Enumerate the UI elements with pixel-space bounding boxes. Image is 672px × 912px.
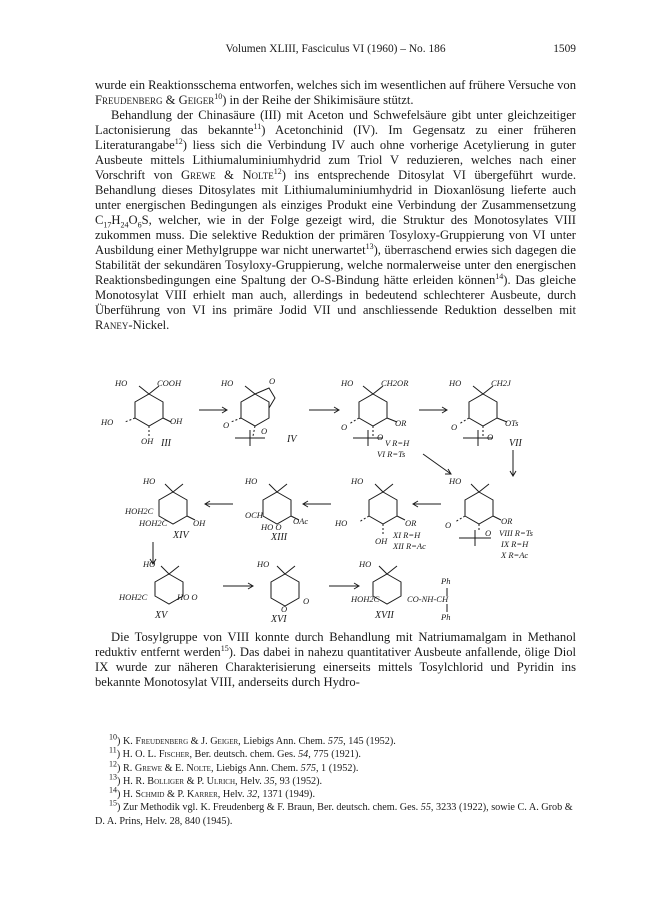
svg-text:OH: OH bbox=[375, 536, 388, 546]
label-XVII: XVII bbox=[375, 610, 394, 621]
svg-text:HO: HO bbox=[221, 378, 234, 388]
svg-text:OH: OH bbox=[141, 436, 154, 446]
svg-text:HO: HO bbox=[143, 559, 156, 569]
svg-text:Ph: Ph bbox=[441, 576, 451, 586]
svg-text:HO: HO bbox=[143, 476, 156, 486]
footnote-13: $^{13}$) H. R. Bolliger & P. Ulrich, Helv. 35, 93 (1952). bbox=[109, 772, 323, 787]
svg-text:OH: OH bbox=[193, 518, 206, 528]
svg-text:HO: HO bbox=[115, 378, 128, 388]
svg-text:HO: HO bbox=[257, 559, 270, 569]
svg-text:O: O bbox=[451, 422, 458, 432]
svg-text:OCH: OCH bbox=[245, 510, 263, 520]
label-XI: XI R=H bbox=[393, 530, 421, 540]
svg-text:O: O bbox=[261, 426, 268, 436]
svg-text:HOH2C: HOH2C bbox=[351, 594, 380, 604]
compound-XI-XII bbox=[334, 476, 426, 551]
svg-text:CH2J: CH2J bbox=[491, 378, 511, 388]
label-XVI: XVI bbox=[271, 614, 287, 622]
svg-text:HO: HO bbox=[101, 417, 114, 427]
label-XIV: XIV bbox=[173, 530, 189, 541]
label-III: III bbox=[161, 438, 171, 449]
svg-text:COOH: COOH bbox=[157, 378, 182, 388]
svg-text:OTs: OTs bbox=[505, 418, 519, 428]
label-X: X R=Ac bbox=[501, 550, 529, 560]
footnote-12: $^{12}$) R. Grewe & E. Nolte, Liebigs Ann. Chem. 575, 1 (1952). bbox=[109, 759, 359, 774]
svg-text:O: O bbox=[341, 422, 348, 432]
compound-XVI bbox=[256, 559, 309, 622]
svg-text:HO: HO bbox=[449, 378, 462, 388]
svg-text:HO: HO bbox=[245, 476, 258, 486]
label-VII: VII bbox=[509, 438, 522, 449]
svg-text:O: O bbox=[223, 420, 230, 430]
svg-text:O: O bbox=[303, 596, 310, 606]
label-IV: IV bbox=[287, 434, 297, 445]
label-V: V R=H bbox=[385, 438, 410, 448]
svg-text:Ph: Ph bbox=[441, 612, 451, 622]
svg-text:O: O bbox=[377, 432, 384, 442]
compound-XIII bbox=[244, 476, 308, 543]
svg-text:CH2OR: CH2OR bbox=[381, 378, 409, 388]
svg-text:OAc: OAc bbox=[293, 516, 309, 526]
svg-text:O: O bbox=[445, 520, 452, 530]
svg-text:HO: HO bbox=[341, 378, 354, 388]
footnote-15: $^{15}$) Zur Methodik vgl. K. Freudenberg & F. Braun, Ber. deutsch. chem. Ges. 55, 3233 (1922), sowie C. A. Grob & D. A. Prins, Helv. 28, 840 (1945). bbox=[95, 799, 573, 827]
svg-text:HO: HO bbox=[449, 476, 462, 486]
compound-V-VI bbox=[340, 378, 410, 459]
footnote-11: $^{11}$) H. O. L. Fischer, Ber. deutsch. chem. Ges. 54, 775 (1921). bbox=[109, 745, 361, 761]
page-number: 1509 bbox=[553, 43, 576, 55]
svg-text:OR: OR bbox=[395, 418, 407, 428]
svg-text:HOH2C: HOH2C bbox=[119, 592, 148, 602]
svg-text:O: O bbox=[487, 432, 494, 442]
svg-text:O: O bbox=[269, 376, 276, 386]
svg-text:OH: OH bbox=[170, 416, 183, 426]
footnote-10: $^{10}$) K. Freudenberg & J. Geiger, Liebigs Ann. Chem. 575, 145 (1952). bbox=[109, 732, 396, 747]
paragraph-2: Behandlung der Chinasäure (III) mit Aceton und Schwefelsäure gibt unter gleichzeitiger Lactonisierung das bekannte$^{11}$) Acetonchinid (IV). Im Gegensatz zu einer früheren Literaturangabe$^{12}$) liess sich die Verbindung IV auch ohne vorherige Acetylierung in guter Ausbeute mittels Lithiumaluminiumhydrid zum Triol V reduzieren, welches nach einer Vorschrift von Grewe & Nolte$^{12}$) ins entsprechende Ditosylat VI übergeführt wurde. Behandlung dieses Ditosylates mit Lithiumaluminiumhydrid in Dioxanlösung lieferte auch unter energischen Bedingungen als einziges Produkt eine Verbindung der Zusammensetzung $C_{17}H_{24}O_6S$, welcher, wie in der Folge gezeigt wird, die Struktur des Monotosylates VIII zukommen muss. Die selektive Reduktion der primären Tosyloxy-Gruppierung von VI unter Ausbildung einer Methylgruppe war nicht unerwartet$^{13}$), überraschend erwies sich dagegen die Stabilität der sekundären Tosyloxy-Gruppierung, welche normalerweise unter den energischen Reaktionsbedingungen eine Spaltung der O-S-Bindung hätte erleiden können$^{14}$). Das gleiche Monotosylat VIII erhielt man auch, allerdings in bedeutend schlechterer Ausbeute, durch Überführung von VI ins primäre Jodid VII und anschliessende Reduktion desselben mit Raney-Nickel. bbox=[95, 108, 577, 332]
label-XII: XII R=Ac bbox=[393, 541, 426, 551]
svg-text:HO: HO bbox=[351, 476, 364, 486]
page-header bbox=[95, 43, 576, 59]
footnote-14: $^{14}$) H. Schmid & P. Karrer, Helv. 32, 1371 (1949). bbox=[109, 785, 315, 801]
compound-III bbox=[100, 378, 183, 449]
running-title: Volumen XLIII, Fasciculus VI (1960) – No. 186 bbox=[225, 43, 446, 55]
compound-XV bbox=[118, 559, 198, 621]
svg-text:O: O bbox=[485, 528, 492, 538]
svg-text:HO: HO bbox=[359, 559, 372, 569]
svg-text:O: O bbox=[281, 604, 288, 614]
svg-text:OR: OR bbox=[405, 518, 417, 528]
paragraph-3: Die Tosylgruppe von VIII konnte durch Behandlung mit Natriumamalgam in Methanol reduktiv entfernt werden$^{15}$). Das dabei in nahezu quantitativer Ausbeute anfallende, ölige Diol IX wurde zur näheren Charakterisierung einerseits mittels Tosylchlorid und Pyridin ins bekannte Monotosylat VIII, anderseits durch Hydro- bbox=[95, 630, 576, 689]
compound-IV bbox=[220, 376, 298, 446]
paragraph-1: wurde ein Reaktionsschema entworfen, welches sich im wesentlichen auf frühere Versuche von Freudenberg & Geiger$^{10}$) in der Reihe der Shikimisäure stützt. bbox=[95, 78, 576, 107]
label-VI: VI R=Ts bbox=[377, 449, 406, 459]
compound-VII bbox=[448, 378, 522, 449]
compound-XIV bbox=[124, 476, 206, 541]
svg-text:CO-NH-CH: CO-NH-CH bbox=[407, 594, 449, 604]
svg-text:OR: OR bbox=[501, 516, 513, 526]
compound-XVII bbox=[350, 559, 450, 622]
compound-VIII bbox=[445, 476, 534, 560]
svg-text:HOH2C: HOH2C bbox=[139, 518, 168, 528]
svg-text:HO: HO bbox=[335, 518, 348, 528]
label-XIII: XIII bbox=[271, 532, 288, 543]
svg-text:HOH2C: HOH2C bbox=[125, 506, 154, 516]
label-XV: XV bbox=[155, 610, 168, 621]
svg-text:HO O: HO O bbox=[177, 592, 198, 602]
svg-text:HO O: HO O bbox=[261, 522, 282, 532]
label-IX: IX R=H bbox=[501, 539, 529, 549]
reaction-scheme bbox=[95, 374, 576, 622]
footnotes bbox=[95, 732, 576, 828]
label-VIII: VIII R=Ts bbox=[499, 528, 533, 538]
